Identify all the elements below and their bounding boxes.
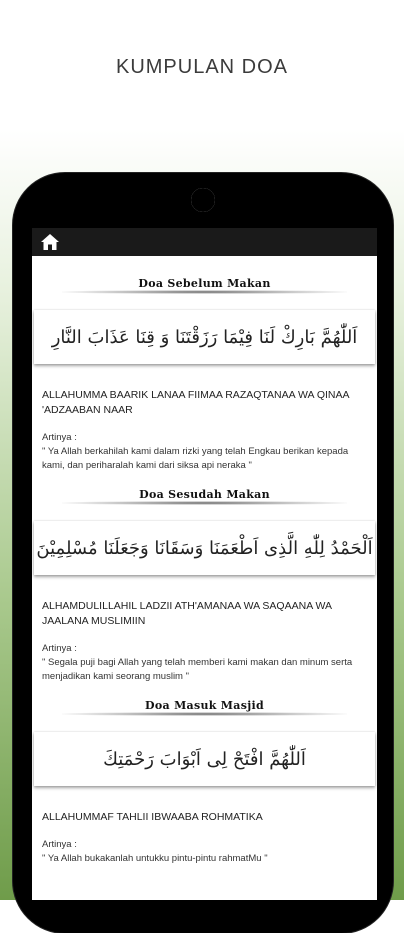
app-bar xyxy=(32,228,377,256)
arabic-text: اَلْحَمْدُ لِلّٰهِ الَّذِى اَطْعَمَنَا وَسَقَانَا وَجَعَلَنَا مُسْلِمِيْنَ xyxy=(34,521,375,575)
header-divider xyxy=(62,712,347,716)
doa-item xyxy=(32,272,377,473)
doa-title: Doa Sebelum Makan xyxy=(130,277,278,290)
home-icon[interactable] xyxy=(40,233,60,251)
meaning-label: Artinya : xyxy=(42,839,77,850)
phone-camera-lens xyxy=(193,190,213,210)
meaning-text: " Ya Allah berkahilah kami dalam rizki yang telah Engkau berikan kepada kami, dan periharalah kami dari siksa api neraka " xyxy=(42,446,349,471)
latin-text: ALHAMDULILLAHIL LADZII ATH'AMANAA WA SAQAANA WA JAALANA MUSLIMIIN xyxy=(42,600,332,627)
doa-item xyxy=(32,694,377,866)
doa-title: Doa Masuk Masjid xyxy=(137,699,272,712)
doa-header xyxy=(32,694,377,724)
header-divider xyxy=(62,501,347,505)
promo-title: KUMPULAN DOA xyxy=(115,56,289,78)
doa-header xyxy=(32,483,377,513)
meaning-text: " Segala puji bagi Allah yang telah memberi kami makan dan minum serta menjadikan kami seorang muslim " xyxy=(42,657,353,682)
doa-list[interactable] xyxy=(32,272,377,866)
app-screen xyxy=(32,228,377,900)
arabic-text: اَللّٰهُمَّ افْتَحْ لِى اَبْوَابَ رَحْمَتِكَ xyxy=(34,732,375,786)
doa-header xyxy=(32,272,377,302)
latin-text: ALLAHUMMAF TAHLII IBWAABA ROHMATIKA xyxy=(42,811,263,823)
doa-title: Doa Sesudah Makan xyxy=(131,488,278,501)
header-divider xyxy=(62,290,347,294)
phone-frame xyxy=(13,173,393,933)
meaning-label: Artinya : xyxy=(42,432,77,443)
meaning-text: " Ya Allah bukakanlah untukku pintu-pintu rahmatMu " xyxy=(42,853,268,864)
meaning-label: Artinya : xyxy=(42,643,77,654)
latin-text: ALLAHUMMA BAARIK LANAA FIIMAA RAZAQTANAA WA QINAA 'ADZAABAN NAAR xyxy=(42,389,349,416)
arabic-text: اَللّٰهُمَّ بَارِكْ لَنَا فِيْمَا رَزَقْتَنَا وَ قِنَا عَذَابَ النَّارِ xyxy=(34,310,375,364)
doa-item xyxy=(32,483,377,684)
